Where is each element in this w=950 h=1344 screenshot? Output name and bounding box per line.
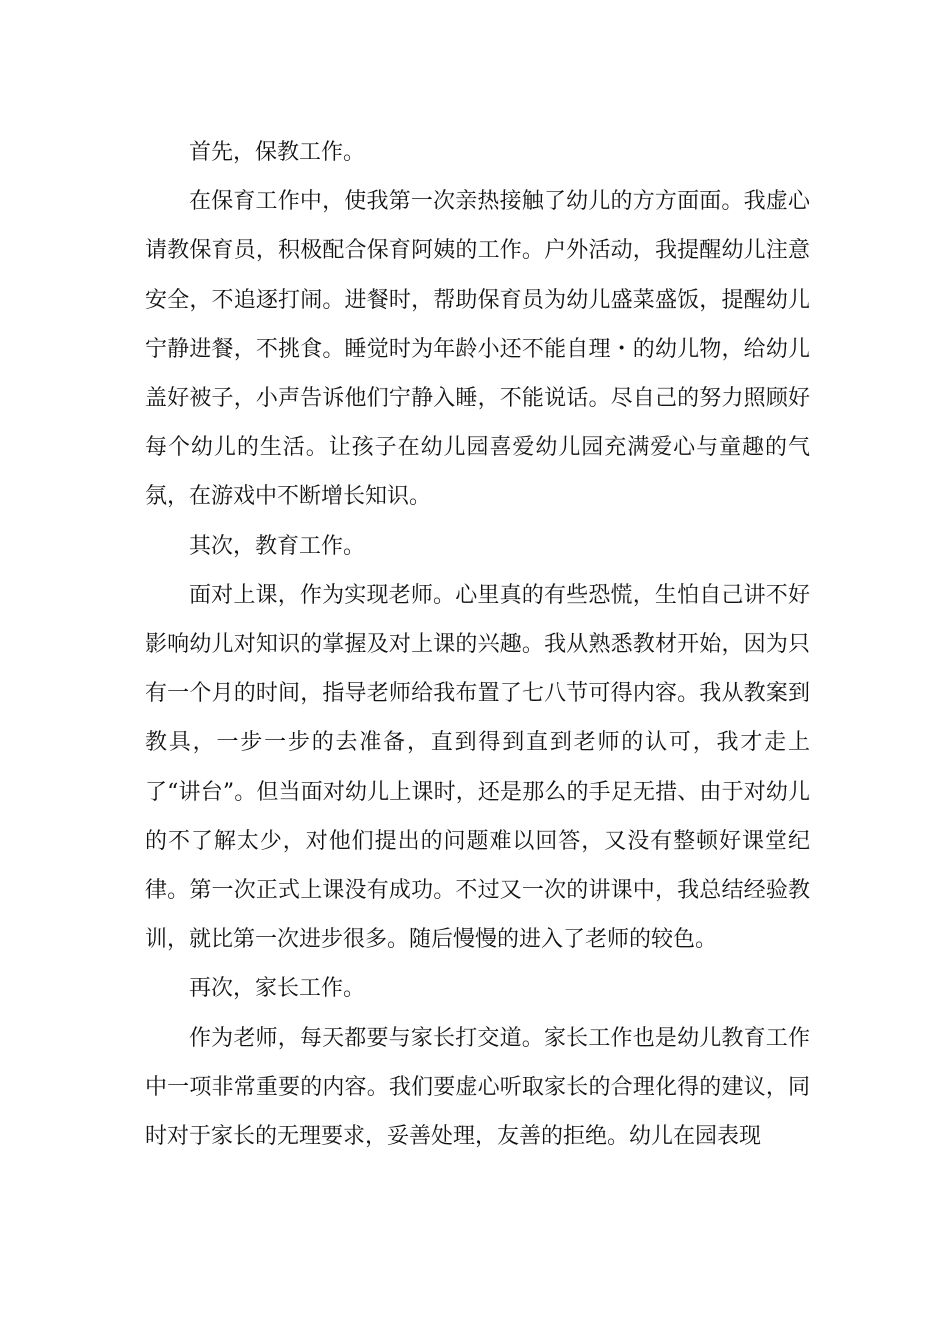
heading-care-work: 首先，保教工作。 [189,140,366,165]
heading-parent-work: 再次，家长工作。 [189,976,366,1002]
paragraph-education-work: 面对上课，作为实现老师。心里真的有些恐慌，生怕自己讲不好影响幼儿对知识的掌握及对上课的兴趣。我从熟悉教材开始，因为只有一个月的时间，指导老师给我布置了七八节可得内容。我从教案到教具，一步一步的去准备，直到得到直到老师的认可，我才走上了“讲台”。但当面对幼儿上课时，还是那么的手足无措、由于对幼儿的不了解太少，对他们提出的问题难以回答，又没有整顿好课堂纪律。第一次正式上课没有成功。不过又一次的讲课中，我总结经验教训，就比第一次进步很多。随后慢慢的进入了老师的较色。 [145,582,810,953]
paragraph-care-work: 在保育工作中，使我第一次亲热接触了幼儿的方方面面。我虚心请教保育员，积极配合保育阿姨的工作。户外活动，我提醒幼儿注意安全，不追逐打闹。进餐时，帮助保育员为幼儿盛菜盛饭，提醒幼儿宁静进餐，不挑食。睡觉时为年龄小还不能自理・的幼儿物，给幼儿盖好被子，小声告诉他们宁静入睡，不能说话。尽自己的努力照顾好每个幼儿的生活。让孩子在幼儿园喜爱幼儿园充满爱心与童趣的气氛，在游戏中不断增长知识。 [145,189,810,510]
paragraph-parent-work: 作为老师，每天都要与家长打交道。家长工作也是幼儿教育工作中一项非常重要的内容。我们要虚心听取家长的合理化得的建议，同时对于家长的无理要求，妥善处理，友善的拒绝。幼儿在园表现 [145,1025,810,1150]
document-body [145,128,810,1161]
heading-education-work: 其次，教育工作。 [189,533,366,559]
